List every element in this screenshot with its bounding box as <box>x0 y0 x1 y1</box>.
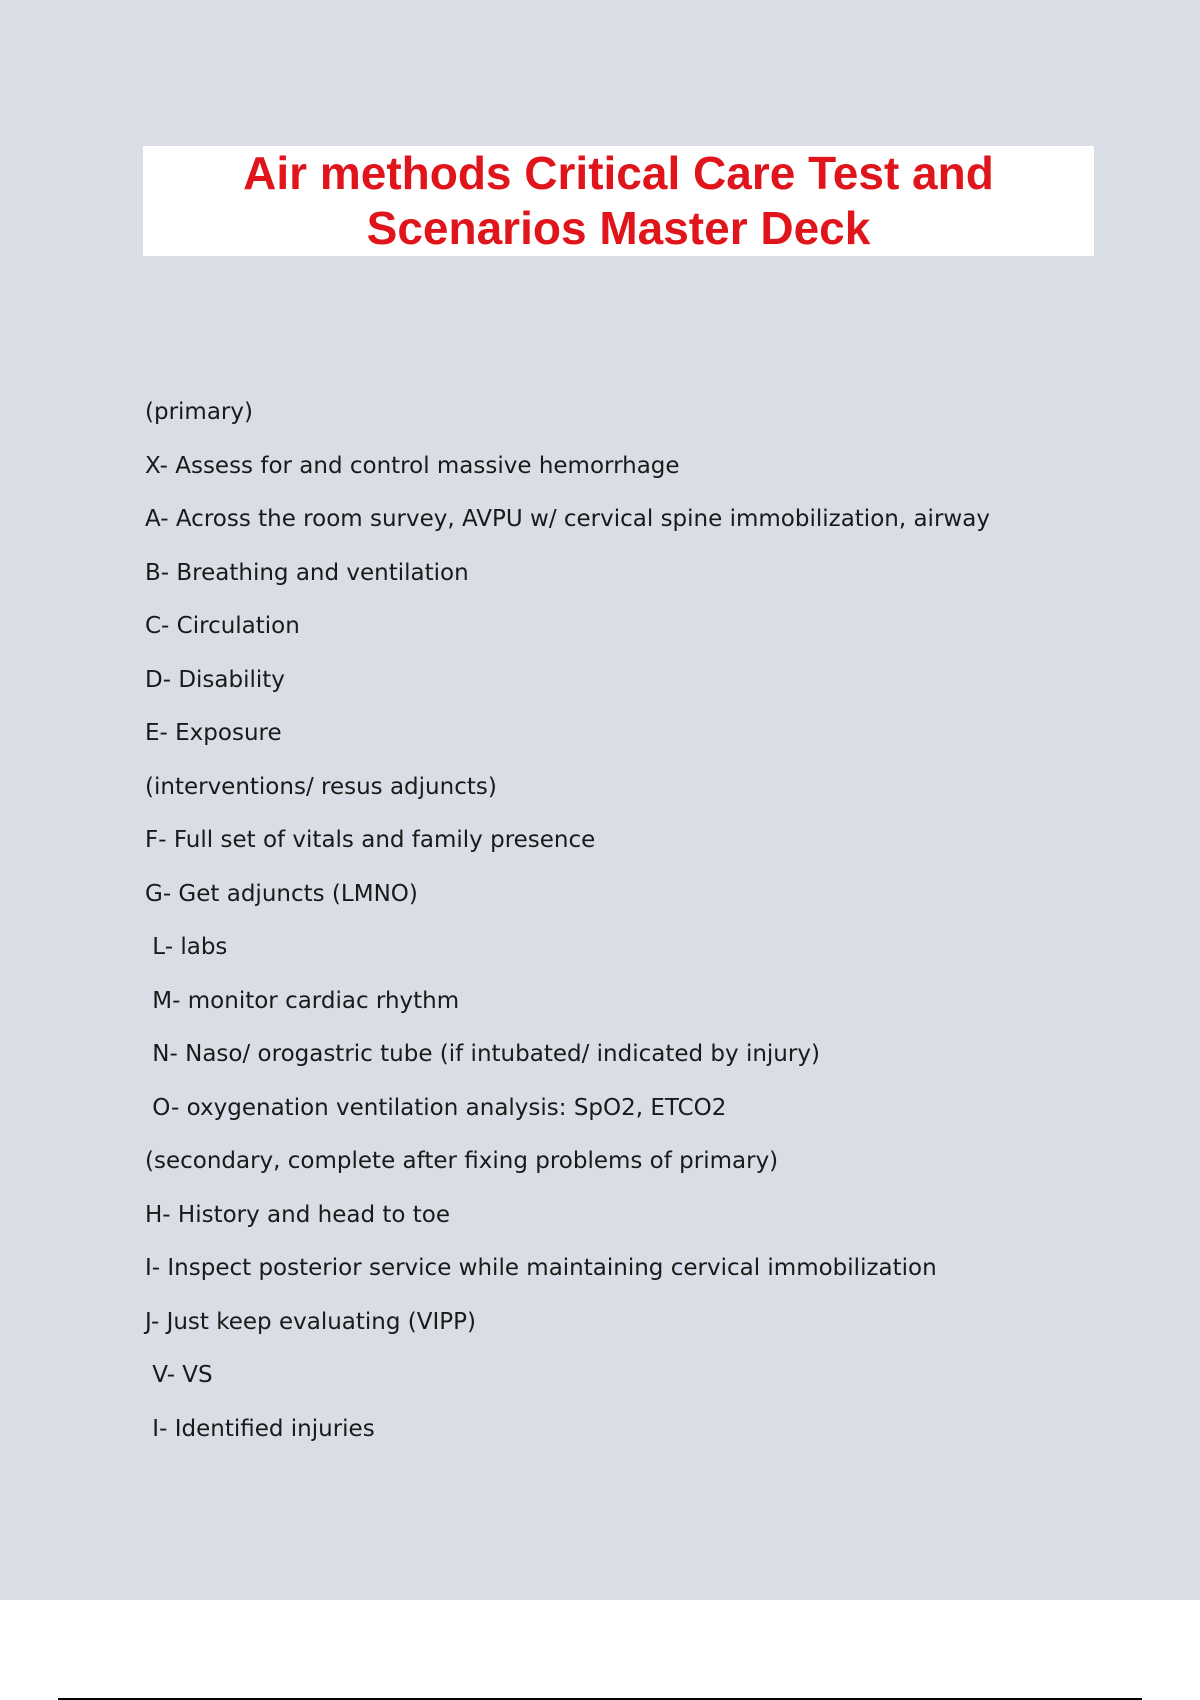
line-a: A- Across the room survey, AVPU w/ cervical spine immobilization, airway <box>145 506 990 532</box>
line-c: C- Circulation <box>145 613 300 639</box>
line-i: I- Inspect posterior service while maintaining cervical immobilization <box>145 1255 937 1281</box>
title-line-2: Scenarios Master Deck <box>366 202 871 254</box>
line-e: E- Exposure <box>145 720 282 746</box>
line-v: V- VS <box>145 1362 213 1388</box>
line-j: J- Just keep evaluating (VIPP) <box>145 1308 476 1335</box>
line-i-identified: I- Identified injuries <box>145 1415 375 1442</box>
line-interventions-heading: (interventions/ resus adjuncts) <box>145 773 497 800</box>
line-l: L- labs <box>145 934 228 960</box>
title-line-1: Air methods Critical Care Test and <box>243 147 994 199</box>
title-box <box>143 146 1094 256</box>
line-g: G- Get adjuncts (LMNO) <box>145 880 418 907</box>
line-d: D- Disability <box>145 666 285 693</box>
line-h: H- History and head to toe <box>145 1201 450 1228</box>
line-n: N- Naso/ orogastric tube (if intubated/ indicated by injury) <box>145 1041 820 1067</box>
line-secondary-heading: (secondary, complete after fixing problems of primary) <box>145 1148 779 1174</box>
line-f: F- Full set of vitals and family presence <box>145 827 596 853</box>
line-b: B- Breathing and ventilation <box>145 559 469 586</box>
content-list <box>145 392 1145 1462</box>
line-x: X- Assess for and control massive hemorrhage <box>145 452 680 479</box>
line-m: M- monitor cardiac rhythm <box>145 987 460 1014</box>
line-o: O- oxygenation ventilation analysis: SpO2, ETCO2 <box>145 1094 727 1121</box>
line-primary-heading: (primary) <box>145 399 253 425</box>
